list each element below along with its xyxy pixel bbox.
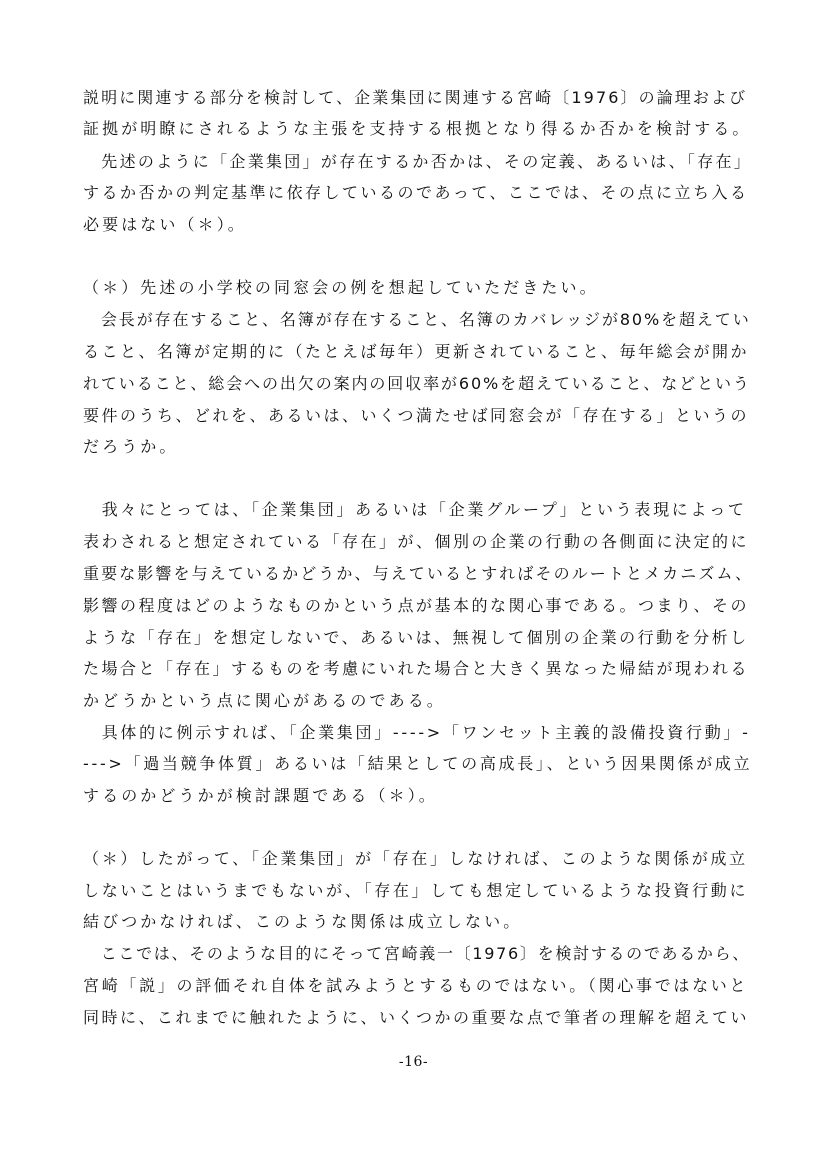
text-line: 必要はない（＊）。 — [83, 215, 247, 234]
text-line: 具体的に例示すれば、「企業集団」---->「ワンセット主義的設備投資行動」- — [83, 723, 751, 742]
text-line: れていること、総会への出欠の案内の回収率が60%を超えていること、などという — [83, 374, 751, 393]
text-line: ような「存在」を想定しないで、あるいは、無視して個別の企業の行動を分析し — [83, 628, 749, 647]
text-line: 説明に関連する部分を検討して、企業集団に関連する宮崎〔1976〕の論理および — [83, 88, 748, 107]
text-line: するか否かの判定基準に依存しているのであって、ここでは、その点に立ち入る — [83, 183, 749, 202]
text-line: 表わされると想定されている「存在」が、個別の企業の行動の各側面に決定的に — [83, 532, 750, 551]
page-number: -16- — [398, 1054, 429, 1070]
text-line: （＊）したがって、「企業集団」が「存在」しなければ、このような関係が成立 — [83, 849, 748, 868]
text-line: かどうかという点に関心があるのである。 — [83, 691, 446, 710]
text-line: 要件のうち、どれを、あるいは、いくつ満たせば同窓会が「存在する」というの — [83, 406, 750, 425]
text-line: 会長が存在すること、名簿が存在すること、名簿のカバレッジが80%を超えてい — [83, 310, 751, 329]
text-line: 重要な影響を与えているかどうか、与えているとすればそのルートとメカニズム、 — [83, 564, 754, 583]
text-line: （＊）先述の小学校の同窓会の例を想起していただきたい。 — [83, 278, 599, 297]
text-line: しないことはいうまでもないが、「存在」しても想定しているような投資行動に — [83, 881, 749, 900]
text-line: ここでは、そのような目的にそって宮崎義一〔1976〕を検討するのであるから、 — [83, 944, 751, 963]
text-line: 証拠が明瞭にされるような主張を支持する根拠となり得るか否かを検討する。 — [83, 119, 752, 138]
text-line: 我々にとっては、「企業集団」あるいは「企業グループ」という表現によって — [83, 500, 747, 519]
text-line: だろうか。 — [83, 437, 179, 456]
text-line: 同時に、これまでに触れたように、いくつかの重要な点で筆者の理解を超えてい — [83, 1008, 750, 1027]
text-line: ること、名簿が定期的に（たとえば毎年）更新されていること、毎年総会が開か — [83, 342, 750, 361]
text-line: 結びつかなければ、このような関係は成立しない。 — [83, 912, 523, 931]
text-line: 宮崎「説」の評価それ自体を試みようとするものではない。（関心事ではないと — [83, 976, 749, 995]
text-line: するのかどうかが検討課題である（＊）。 — [83, 786, 438, 805]
text-line: た場合と「存在」するものを考慮にいれた場合と大きく異なった帰結が現われる — [83, 659, 750, 678]
text-line: 影響の程度はどのようなものかという点が基本的な関心事である。つまり、その — [83, 596, 750, 615]
text-line: 先述のように「企業集団」が存在するか否かは、その定義、あるいは、「存在」 — [83, 152, 753, 171]
text-line: --->「過当競争体質」あるいは「結果としての高成長」、という因果関係が成立 — [83, 754, 753, 773]
